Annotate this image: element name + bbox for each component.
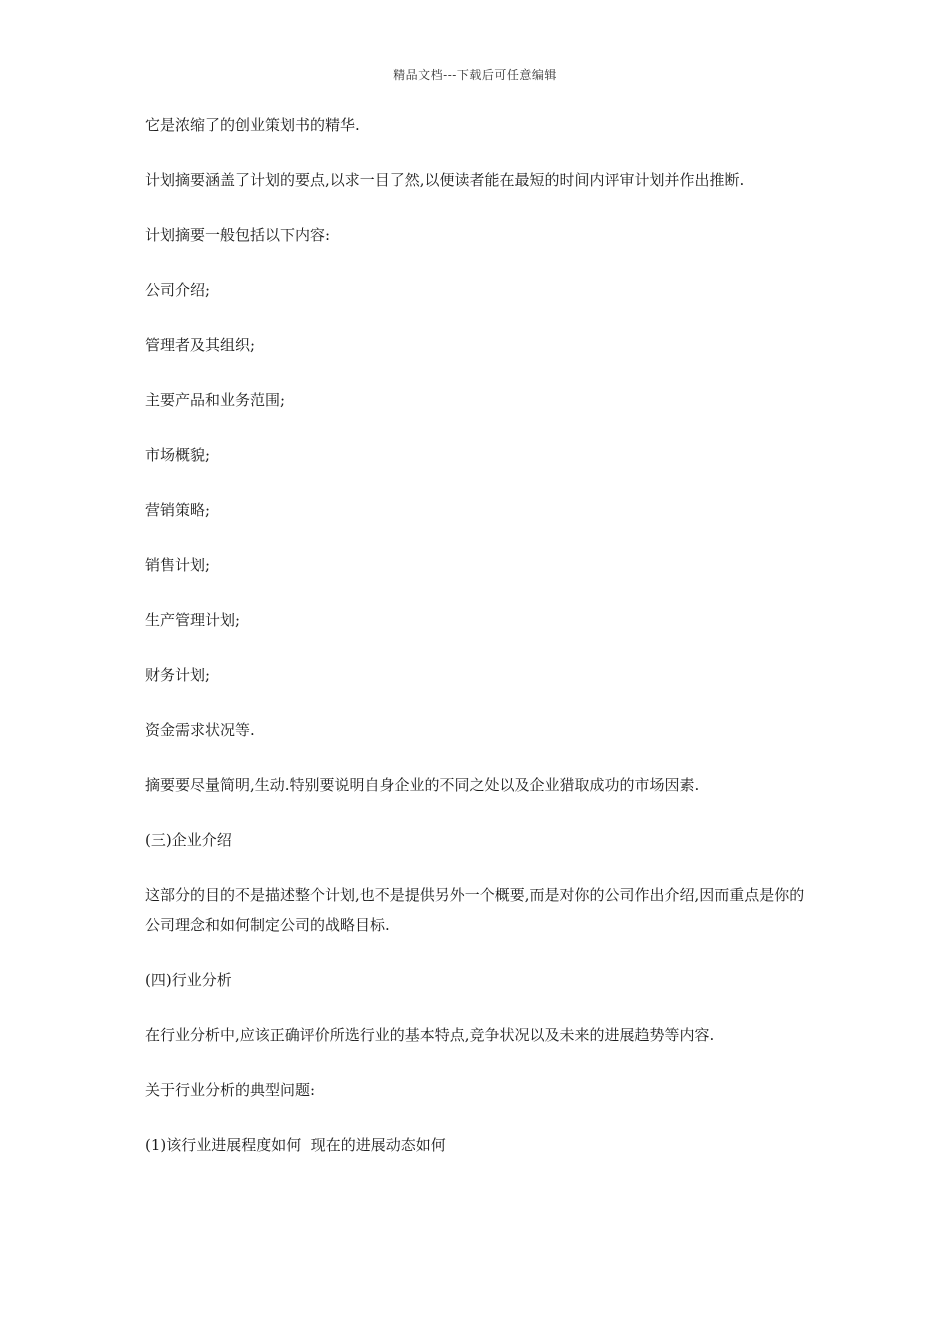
list-item: 主要产品和业务范围; xyxy=(145,391,286,409)
paragraph: 在行业分析中,应该正确评价所选行业的基本特点,竞争状况以及未来的进展趋势等内容. xyxy=(145,1026,715,1044)
paragraph: 它是浓缩了的创业策划书的精华. xyxy=(145,116,360,134)
page-header: 精品文档---下载后可任意编辑 xyxy=(393,68,557,82)
paragraph: (1)该行业进展程度如何 现在的进展动态如何 xyxy=(145,1136,446,1154)
section-heading: (三)企业介绍 xyxy=(145,831,232,849)
list-item: 销售计划; xyxy=(145,556,211,574)
list-item: 资金需求状况等. xyxy=(145,721,255,739)
paragraph: 关于行业分析的典型问题: xyxy=(145,1081,316,1099)
document-body xyxy=(145,110,810,1185)
list-item: 财务计划; xyxy=(145,666,211,684)
list-item: 管理者及其组织; xyxy=(145,336,256,354)
paragraph: 计划摘要一般包括以下内容: xyxy=(145,226,331,244)
list-item: 营销策略; xyxy=(145,501,211,519)
list-item: 市场概貌; xyxy=(145,446,211,464)
section-heading: (四)行业分析 xyxy=(145,971,232,989)
paragraph: 这部分的目的不是描述整个计划,也不是提供另外一个概要,而是对你的公司作出介绍,因而重点是你的公司理念和如何制定公司的战略目标. xyxy=(145,886,805,934)
list-item: 公司介绍; xyxy=(145,281,211,299)
list-item: 生产管理计划; xyxy=(145,611,241,629)
paragraph: 计划摘要涵盖了计划的要点,以求一目了然,以便读者能在最短的时间内评审计划并作出推断. xyxy=(145,171,745,189)
paragraph: 摘要要尽量简明,生动.特别要说明自身企业的不同之处以及企业猎取成功的市场因素. xyxy=(145,776,700,794)
